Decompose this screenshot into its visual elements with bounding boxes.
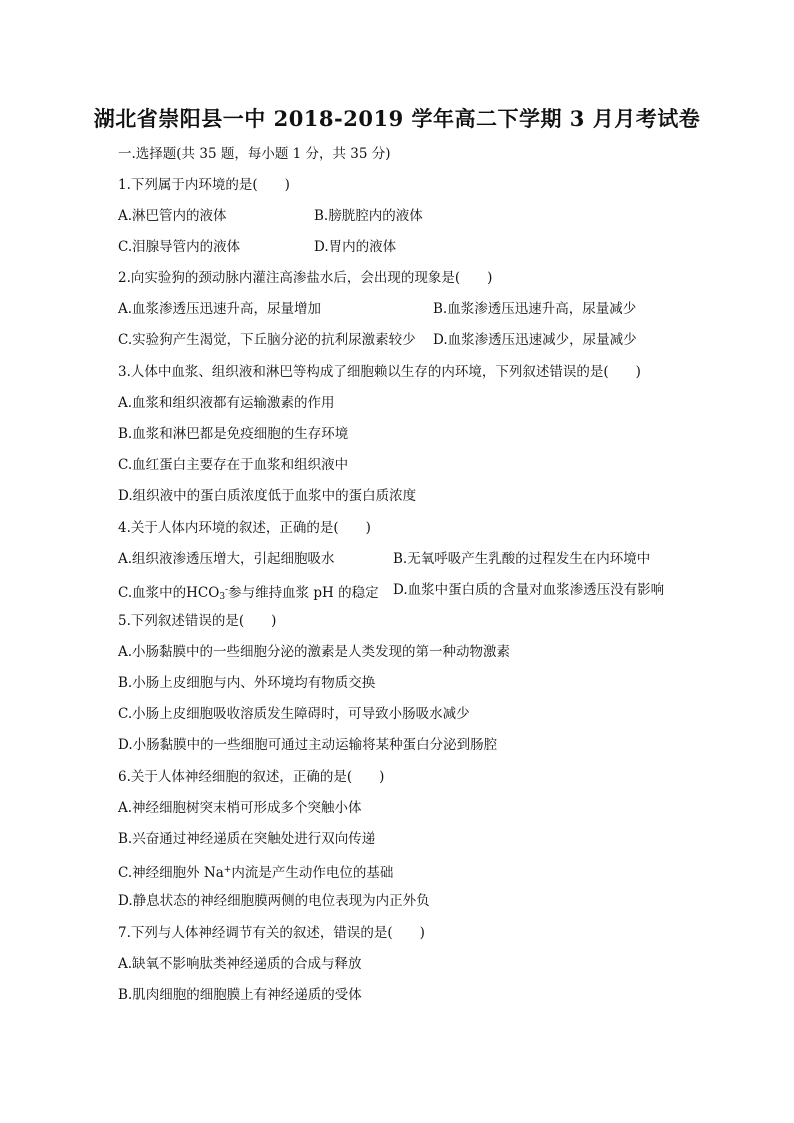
question-7-option-a: A.缺氧不影响肽类神经递质的合成与释放 [118, 956, 362, 972]
question-4-option-c [118, 581, 379, 606]
exam-title: 湖北省崇阳县一中 2018-2019 学年高二下学期 3 月月考试卷 [93, 106, 701, 131]
question-2-option-c: C.实验狗产生渴觉，下丘脑分泌的抗利尿激素较少 [118, 332, 416, 348]
question-4-option-c-suffix: 参与维持血浆 pH 的稳定 [228, 585, 379, 601]
question-1-option-c: C.泪腺导管内的液体 [118, 239, 241, 255]
question-2-stem: 2.向实验狗的颈动脉内灌注高渗盐水后，会出现的现象是( ) [118, 270, 493, 286]
question-4-option-c-prefix: C.血浆中的HCO [118, 585, 220, 601]
question-4-option-a: A.组织液渗透压增大，引起细胞吸水 [118, 551, 335, 567]
question-5-option-d: D.小肠黏膜中的一些细胞可通过主动运输将某种蛋白分泌到肠腔 [118, 737, 498, 753]
superscript-plus: + [223, 865, 232, 875]
question-5-option-a: A.小肠黏膜中的一些细胞分泌的激素是人类发现的第一种动物激素 [118, 644, 511, 660]
question-1-stem: 1.下列属于内环境的是( ) [118, 177, 290, 193]
question-1-option-d: D.胃内的液体 [314, 239, 397, 255]
superscript-minus: - [225, 585, 229, 595]
section-heading: 一.选择题(共 35 题，每小题 1 分，共 35 分) [118, 146, 391, 162]
subscript-three: 3 [219, 592, 226, 602]
question-6-option-c-suffix: 内流是产生动作电位的基础 [231, 865, 394, 881]
question-2-option-b: B.血浆渗透压迅速升高，尿量减少 [433, 301, 637, 317]
question-6-stem: 6.关于人体神经细胞的叙述，正确的是( ) [118, 769, 385, 785]
question-6-option-c-prefix: C.神经细胞外 Na [118, 865, 224, 881]
question-7-option-b: B.肌肉细胞的细胞膜上有神经递质的受体 [118, 987, 362, 1003]
question-5-stem: 5.下列叙述错误的是( ) [118, 613, 277, 629]
question-4-option-d: D.血浆中蛋白质的含量对血浆渗透压没有影响 [393, 582, 665, 598]
question-6-option-d: D.静息状态的神经细胞膜两侧的电位表现为内正外负 [118, 893, 430, 909]
question-6-option-a: A.神经细胞树突末梢可形成多个突触小体 [118, 800, 362, 816]
question-3-option-c: C.血红蛋白主要存在于血浆和组织液中 [118, 457, 349, 473]
question-6-option-c [118, 861, 393, 882]
question-4-option-b: B.无氧呼吸产生乳酸的过程发生在内环境中 [393, 551, 651, 567]
question-6-option-b: B.兴奋通过神经递质在突触处进行双向传递 [118, 831, 376, 847]
question-3-option-a: A.血浆和组织液都有运输激素的作用 [118, 395, 335, 411]
question-3-option-d: D.组织液中的蛋白质浓度低于血浆中的蛋白质浓度 [118, 488, 417, 504]
question-5-option-b: B.小肠上皮细胞与内、外环境均有物质交换 [118, 675, 376, 691]
question-7-stem: 7.下列与人体神经调节有关的叙述，错误的是( ) [118, 925, 425, 941]
question-3-option-b: B.血浆和淋巴都是免疫细胞的生存环境 [118, 426, 349, 442]
question-5-option-c: C.小肠上皮细胞吸收溶质发生障碍时，可导致小肠吸水减少 [118, 706, 470, 722]
question-2-option-d: D.血浆渗透压迅速减少，尿量减少 [433, 332, 637, 348]
question-2-option-a: A.血浆渗透压迅速升高，尿量增加 [118, 301, 322, 317]
question-4-stem: 4.关于人体内环境的叙述，正确的是( ) [118, 520, 371, 536]
question-3-stem: 3.人体中血浆、组织液和淋巴等构成了细胞赖以生存的内环境，下列叙述错误的是( ) [118, 364, 641, 380]
question-1-option-b: B.膀胱腔内的液体 [314, 208, 423, 224]
question-1-option-a: A.淋巴管内的液体 [118, 208, 227, 224]
